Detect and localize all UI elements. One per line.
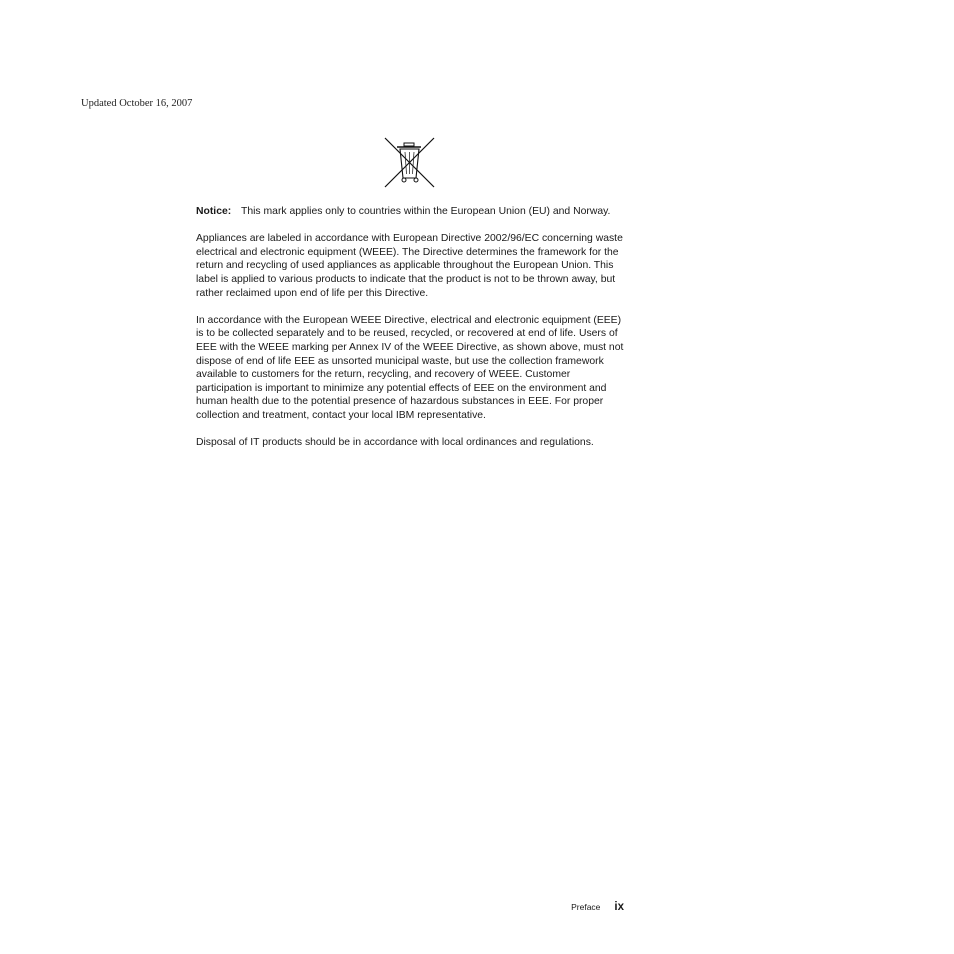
paragraph-weee-collection: In accordance with the European WEEE Directive, electrical and electronic equipment (EEE) is to be collected separately and to be reused, recycled, or recovered at end of life. Users of EEE with the WEEE marking per Annex IV of the WEEE Directive, as shown above, must not dispose of end of life EEE as unsorted municipal waste, but use the collection framework available to customers for the return, recycling, and recovery of WEEE. Customer participation is important to minimize any potential effects of EEE on the environment and human health due to the potential presence of hazardous substances in EEE. For proper collection and treatment, contact your local IBM representative. xyxy=(196,314,624,421)
paragraph-disposal: Disposal of IT products should be in accordance with local ordinances and regulations. xyxy=(196,437,594,449)
notice-text: This mark applies only to countries within the European Union (EU) and Norway. xyxy=(241,206,611,217)
page-number: ix xyxy=(614,901,624,913)
footer-section: Preface xyxy=(571,902,601,912)
weee-crossed-bin-icon xyxy=(383,136,436,189)
update-date: Updated October 16, 2007 xyxy=(81,98,193,109)
page-footer xyxy=(571,901,624,913)
notice-block xyxy=(196,205,624,219)
document-body xyxy=(196,205,624,463)
notice-label: Notice: xyxy=(196,206,232,217)
paragraph-weee-labeling: Appliances are labeled in accordance with European Directive 2002/96/EC concerning waste electrical and electronic equipment (WEEE). The Directive determines the framework for the return and recycling of used appliances as applicable throughout the European Union. This label is applied to various products to indicate that the product is not to be thrown away, but rather reclaimed upon end of life per this Directive. xyxy=(196,233,623,299)
